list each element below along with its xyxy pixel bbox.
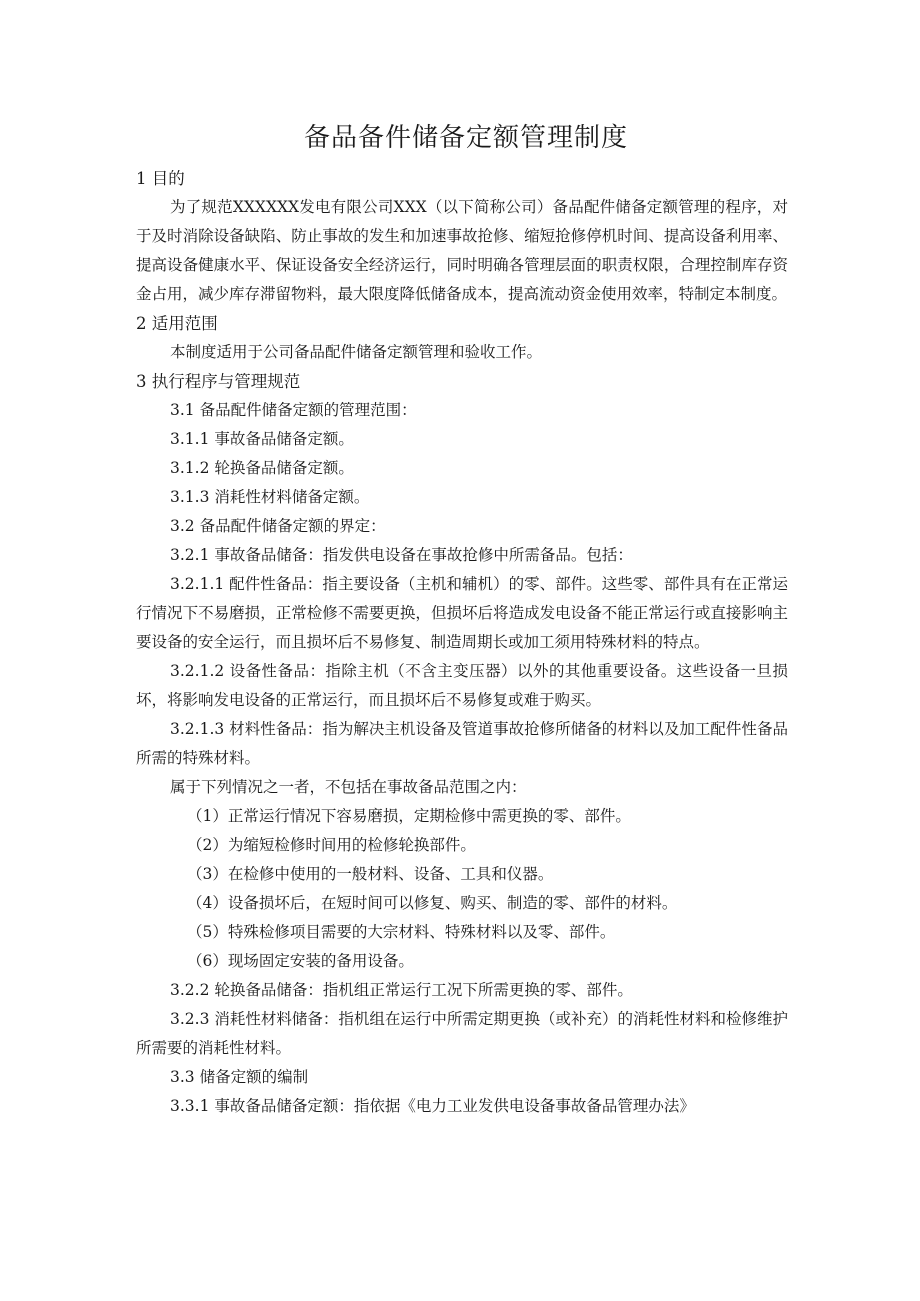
list-item: （6）现场固定安装的备用设备。 bbox=[187, 952, 414, 970]
list-item: （2）为缩短检修时间用的检修轮换部件。 bbox=[187, 836, 476, 854]
paragraph: 3.2 备品配件储备定额的界定： bbox=[170, 517, 386, 535]
list-item: （3）在检修中使用的一般材料、设备、工具和仪器。 bbox=[187, 865, 554, 883]
paragraph: 本制度适用于公司备品配件储备定额管理和验收工作。 bbox=[170, 343, 543, 361]
list-item: （5）特殊检修项目需要的大宗材料、特殊材料以及零、部件。 bbox=[187, 923, 616, 941]
section-heading: 1 目的 bbox=[136, 169, 185, 188]
paragraph: 3.2.3 消耗性材料储备：指机组在运行中所需定期更换（或补充）的消耗性材料和检修维护所需要的消耗性材料。 bbox=[136, 1010, 788, 1057]
list-item: （1）正常运行情况下容易磨损，定期检修中需更换的零、部件。 bbox=[187, 807, 631, 825]
document-page bbox=[136, 118, 788, 1121]
paragraph: 3.2.2 轮换备品储备：指机组正常运行工况下所需更换的零、部件。 bbox=[170, 981, 633, 999]
paragraph: 3.2.1.1 配件性备品：指主要设备（主机和辅机）的零、部件。这些零、部件具有在正常运行情况下不易磨损，正常检修不需要更换，但损坏后将造成发电设备不能正常运行或直接影响主要设备的安全运行，而且损坏后不易修复、制造周期长或加工须用特殊材料的特点。 bbox=[136, 575, 788, 651]
section-heading: 2 适用范围 bbox=[136, 314, 218, 333]
list-item: （4）设备损坏后，在短时间可以修复、购买、制造的零、部件的材料。 bbox=[187, 894, 678, 912]
paragraph: 3.2.1 事故备品储备：指发供电设备在事故抢修中所需备品。包括： bbox=[170, 546, 633, 564]
paragraph: 为了规范XXXXXX发电有限公司XXX（以下简称公司）备品配件储备定额管理的程序，对于及时消除设备缺陷、防止事故的发生和加速事故抢修、缩短抢修停机时间、提高设备利用率、提高设备健康水平、保证设备安全经济运行，同时明确各管理层面的职责权限，合理控制库存资金占用，减少库存滞留物料，最大限度降低储备成本，提高流动资金使用效率，特制定本制度。 bbox=[136, 198, 788, 303]
paragraph: 3.1.1 事故备品储备定额。 bbox=[170, 430, 354, 448]
section-heading: 3 执行程序与管理规范 bbox=[136, 372, 301, 391]
paragraph: 3.1 备品配件储备定额的管理范围： bbox=[170, 401, 417, 419]
paragraph: 3.3 储备定额的编制 bbox=[170, 1068, 309, 1086]
paragraph: 3.3.1 事故备品储备定额：指依据《电力工业发供电设备事故备品管理办法》 bbox=[170, 1097, 695, 1115]
paragraph: 属于下列情况之一者，不包括在事故备品范围之内： bbox=[170, 778, 527, 796]
paragraph: 3.1.2 轮换备品储备定额。 bbox=[170, 459, 354, 477]
document-title: 备品备件储备定额管理制度 bbox=[303, 123, 628, 153]
paragraph: 3.2.1.3 材料性备品：指为解决主机设备及管道事故抢修所储备的材料以及加工配件性备品所需的特殊材料。 bbox=[136, 720, 788, 767]
paragraph: 3.2.1.2 设备性备品：指除主机（不含主变压器）以外的其他重要设备。这些设备一旦损坏，将影响发电设备的正常运行，而且损坏后不易修复或难于购买。 bbox=[136, 662, 788, 709]
paragraph: 3.1.3 消耗性材料储备定额。 bbox=[170, 488, 370, 506]
